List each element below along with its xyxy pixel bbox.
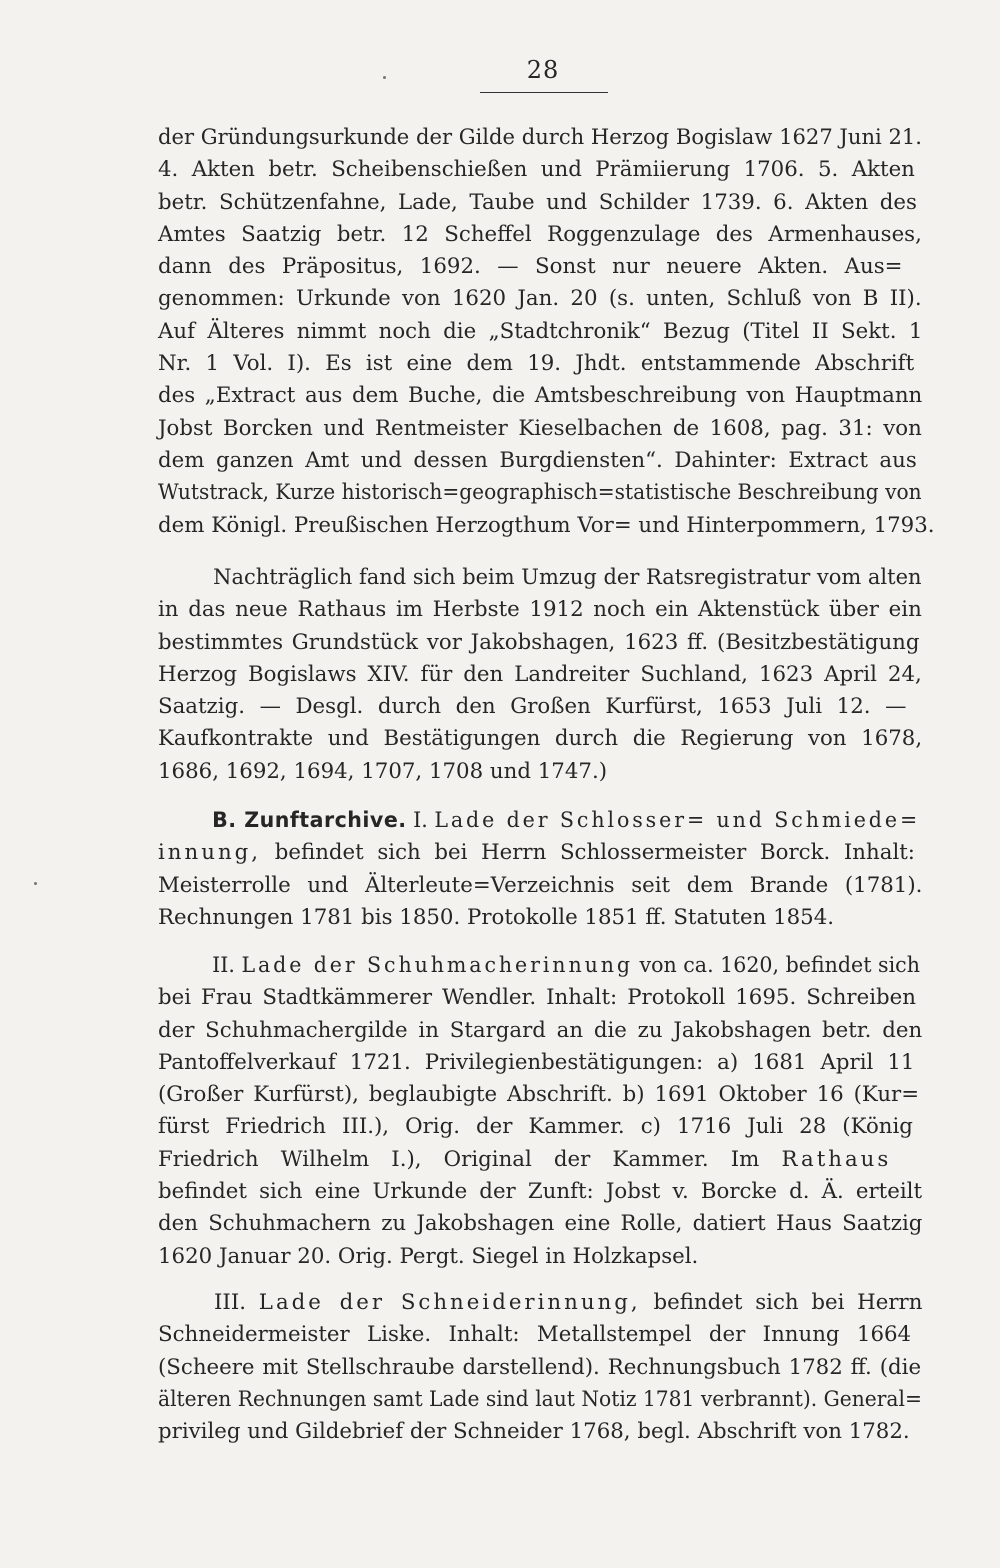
- text-line: [158, 837, 922, 869]
- spaced-text: Lade der Schuhmacherinnung: [241, 953, 633, 978]
- section-heading: B. Zunftarchive.: [212, 808, 407, 833]
- spaced-text: Rathaus: [781, 1146, 892, 1172]
- text-line: Herzog Bogislaws XIV. für den Landreiter Suchland, 1623 April 24,: [158, 661, 922, 687]
- text-line: den Schuhmachern zu Jakobshagen eine Rolle, datiert Haus Saatzig: [158, 1211, 923, 1237]
- text-line: [158, 805, 921, 837]
- text-line: Auf Älteres nimmt noch die „Stadtchronik“ Bezug (Titel II Sekt. 1: [158, 318, 923, 344]
- text-line: (Großer Kurfürst), beglaubigte Abschrift. b) 1691 Oktober 16 (Kur=: [158, 1082, 920, 1108]
- text-line: der Gründungsurkunde der Gilde durch Herzog Bogislaw 1627 Juni 21.: [158, 125, 922, 150]
- text-run: Im: [730, 1146, 760, 1172]
- text-line: Nachträglich fand sich beim Umzug der Ratsregistratur vom alten: [213, 565, 922, 590]
- text-line: (Scheere mit Stellschraube darstellend). Rechnungsbuch 1782 ff. (die: [158, 1354, 922, 1380]
- paragraph-nachtraeglich: [158, 562, 922, 788]
- text-line: dann des Präpositus, 1692. — Sonst nur neuere Akten. Aus=: [158, 254, 903, 280]
- section-numeral: III.: [214, 1290, 247, 1315]
- text-line: Wutstrack, Kurze historisch=geographisch=statistische Beschreibung von: [158, 480, 922, 506]
- spaced-text: innung,: [158, 840, 262, 866]
- text-line: Rechnungen 1781 bis 1850. Protokolle 1851 ff. Statuten 1854.: [158, 904, 835, 930]
- text-run: befindet sich bei Herrn Schlossermeister Borck. Inhalt:: [274, 840, 915, 866]
- spaced-text: Lade der Schneiderinnung,: [258, 1290, 641, 1315]
- text-line: befindet sich eine Urkunde der Zunft: Jobst v. Borcke d. Ä. erteilt: [158, 1179, 923, 1205]
- text-line: des „Extract aus dem Buche, die Amtsbeschreibung von Hauptmann: [158, 383, 923, 409]
- text-line: der Schuhmachergilde in Stargard an die zu Jakobshagen betr. den: [158, 1017, 923, 1043]
- text-run: befindet sich bei Herrn: [653, 1290, 923, 1315]
- text-line: fürst Friedrich III.), Orig. der Kammer. c) 1716 Juli 28 (König: [158, 1114, 913, 1140]
- print-speck: [383, 76, 386, 79]
- text-line: betr. Schützenfahne, Lade, Taube und Schilder 1739. 6. Akten des: [158, 189, 917, 215]
- text-run: Friedrich Wilhelm I.), Original der Kammer.: [158, 1146, 709, 1172]
- text-line: Nr. 1 Vol. I). Es ist eine dem 19. Jhdt. entstammende Abschrift: [158, 351, 915, 377]
- text-line: Schneidermeister Liske. Inhalt: Metallstempel der Innung 1664: [158, 1322, 912, 1348]
- text-line: bestimmtes Grundstück vor Jakobshagen, 1623 ff. (Besitzbestätigung: [158, 629, 920, 655]
- page-number: 28: [526, 56, 560, 84]
- text-line: Pantoffelverkauf 1721. Privilegienbestätigungen: a) 1681 April 11: [158, 1049, 915, 1075]
- text-line: bei Frau Stadtkämmerer Wendler. Inhalt: Protokoll 1695. Schreiben: [158, 985, 916, 1011]
- text-line: Saatzig. — Desgl. durch den Großen Kurfürst, 1653 Juli 12. —: [158, 694, 907, 720]
- text-line: Amtes Saatzig betr. 12 Scheffel Roggenzulage des Armenhauses,: [158, 221, 922, 247]
- text-line: 1620 Januar 20. Orig. Pergt. Siegel in Holzkapsel.: [158, 1243, 699, 1269]
- text-line: 1686, 1692, 1694, 1707, 1708 und 1747.): [158, 758, 608, 784]
- text-run: von ca. 1620, befindet sich: [639, 953, 920, 978]
- text-line: in das neue Rathaus im Herbste 1912 noch ein Aktenstück über ein: [158, 597, 922, 623]
- text-line: privileg und Gildebrief der Schneider 1768, begl. Abschrift von 1782.: [158, 1419, 910, 1445]
- print-speck: [34, 882, 37, 885]
- paragraph-schneider: [158, 1287, 922, 1448]
- text-line: Kaufkontrakte und Bestätigungen durch die Regierung von 1678,: [158, 726, 923, 752]
- text-line: 4. Akten betr. Scheibenschießen und Prämiierung 1706. 5. Akten: [158, 157, 915, 183]
- text-line: [158, 1144, 922, 1176]
- text-line: Jobst Borcken und Rentmeister Kieselbachen de 1608, pag. 31: von: [158, 415, 922, 441]
- text-line: dem Königl. Preußischen Herzogthum Vor= und Hinterpommern, 1793.: [158, 512, 935, 538]
- text-line: [158, 950, 920, 982]
- text-line: genommen: Urkunde von 1620 Jan. 20 (s. unten, Schluß von B II).: [158, 286, 922, 312]
- paragraph-gilde-akten: [158, 122, 935, 542]
- text-line: älteren Rechnungen samt Lade sind laut Notiz 1781 verbrannt). General=: [158, 1386, 922, 1412]
- spaced-text: Lade der Schlosser= und Schmiede=: [434, 808, 921, 833]
- text-line: Meisterrolle und Älterleute=Verzeichnis seit dem Brande (1781).: [158, 872, 923, 898]
- paragraph-schuhmacher: [158, 950, 922, 1273]
- paragraph-zunftarchive: [158, 805, 922, 934]
- section-numeral: II.: [212, 953, 235, 978]
- header-rule: [480, 92, 608, 93]
- text-line: [158, 1287, 922, 1319]
- text-line: dem ganzen Amt und dessen Burgdiensten“. Dahinter: Extract aus: [158, 447, 917, 473]
- section-numeral: I.: [413, 808, 428, 833]
